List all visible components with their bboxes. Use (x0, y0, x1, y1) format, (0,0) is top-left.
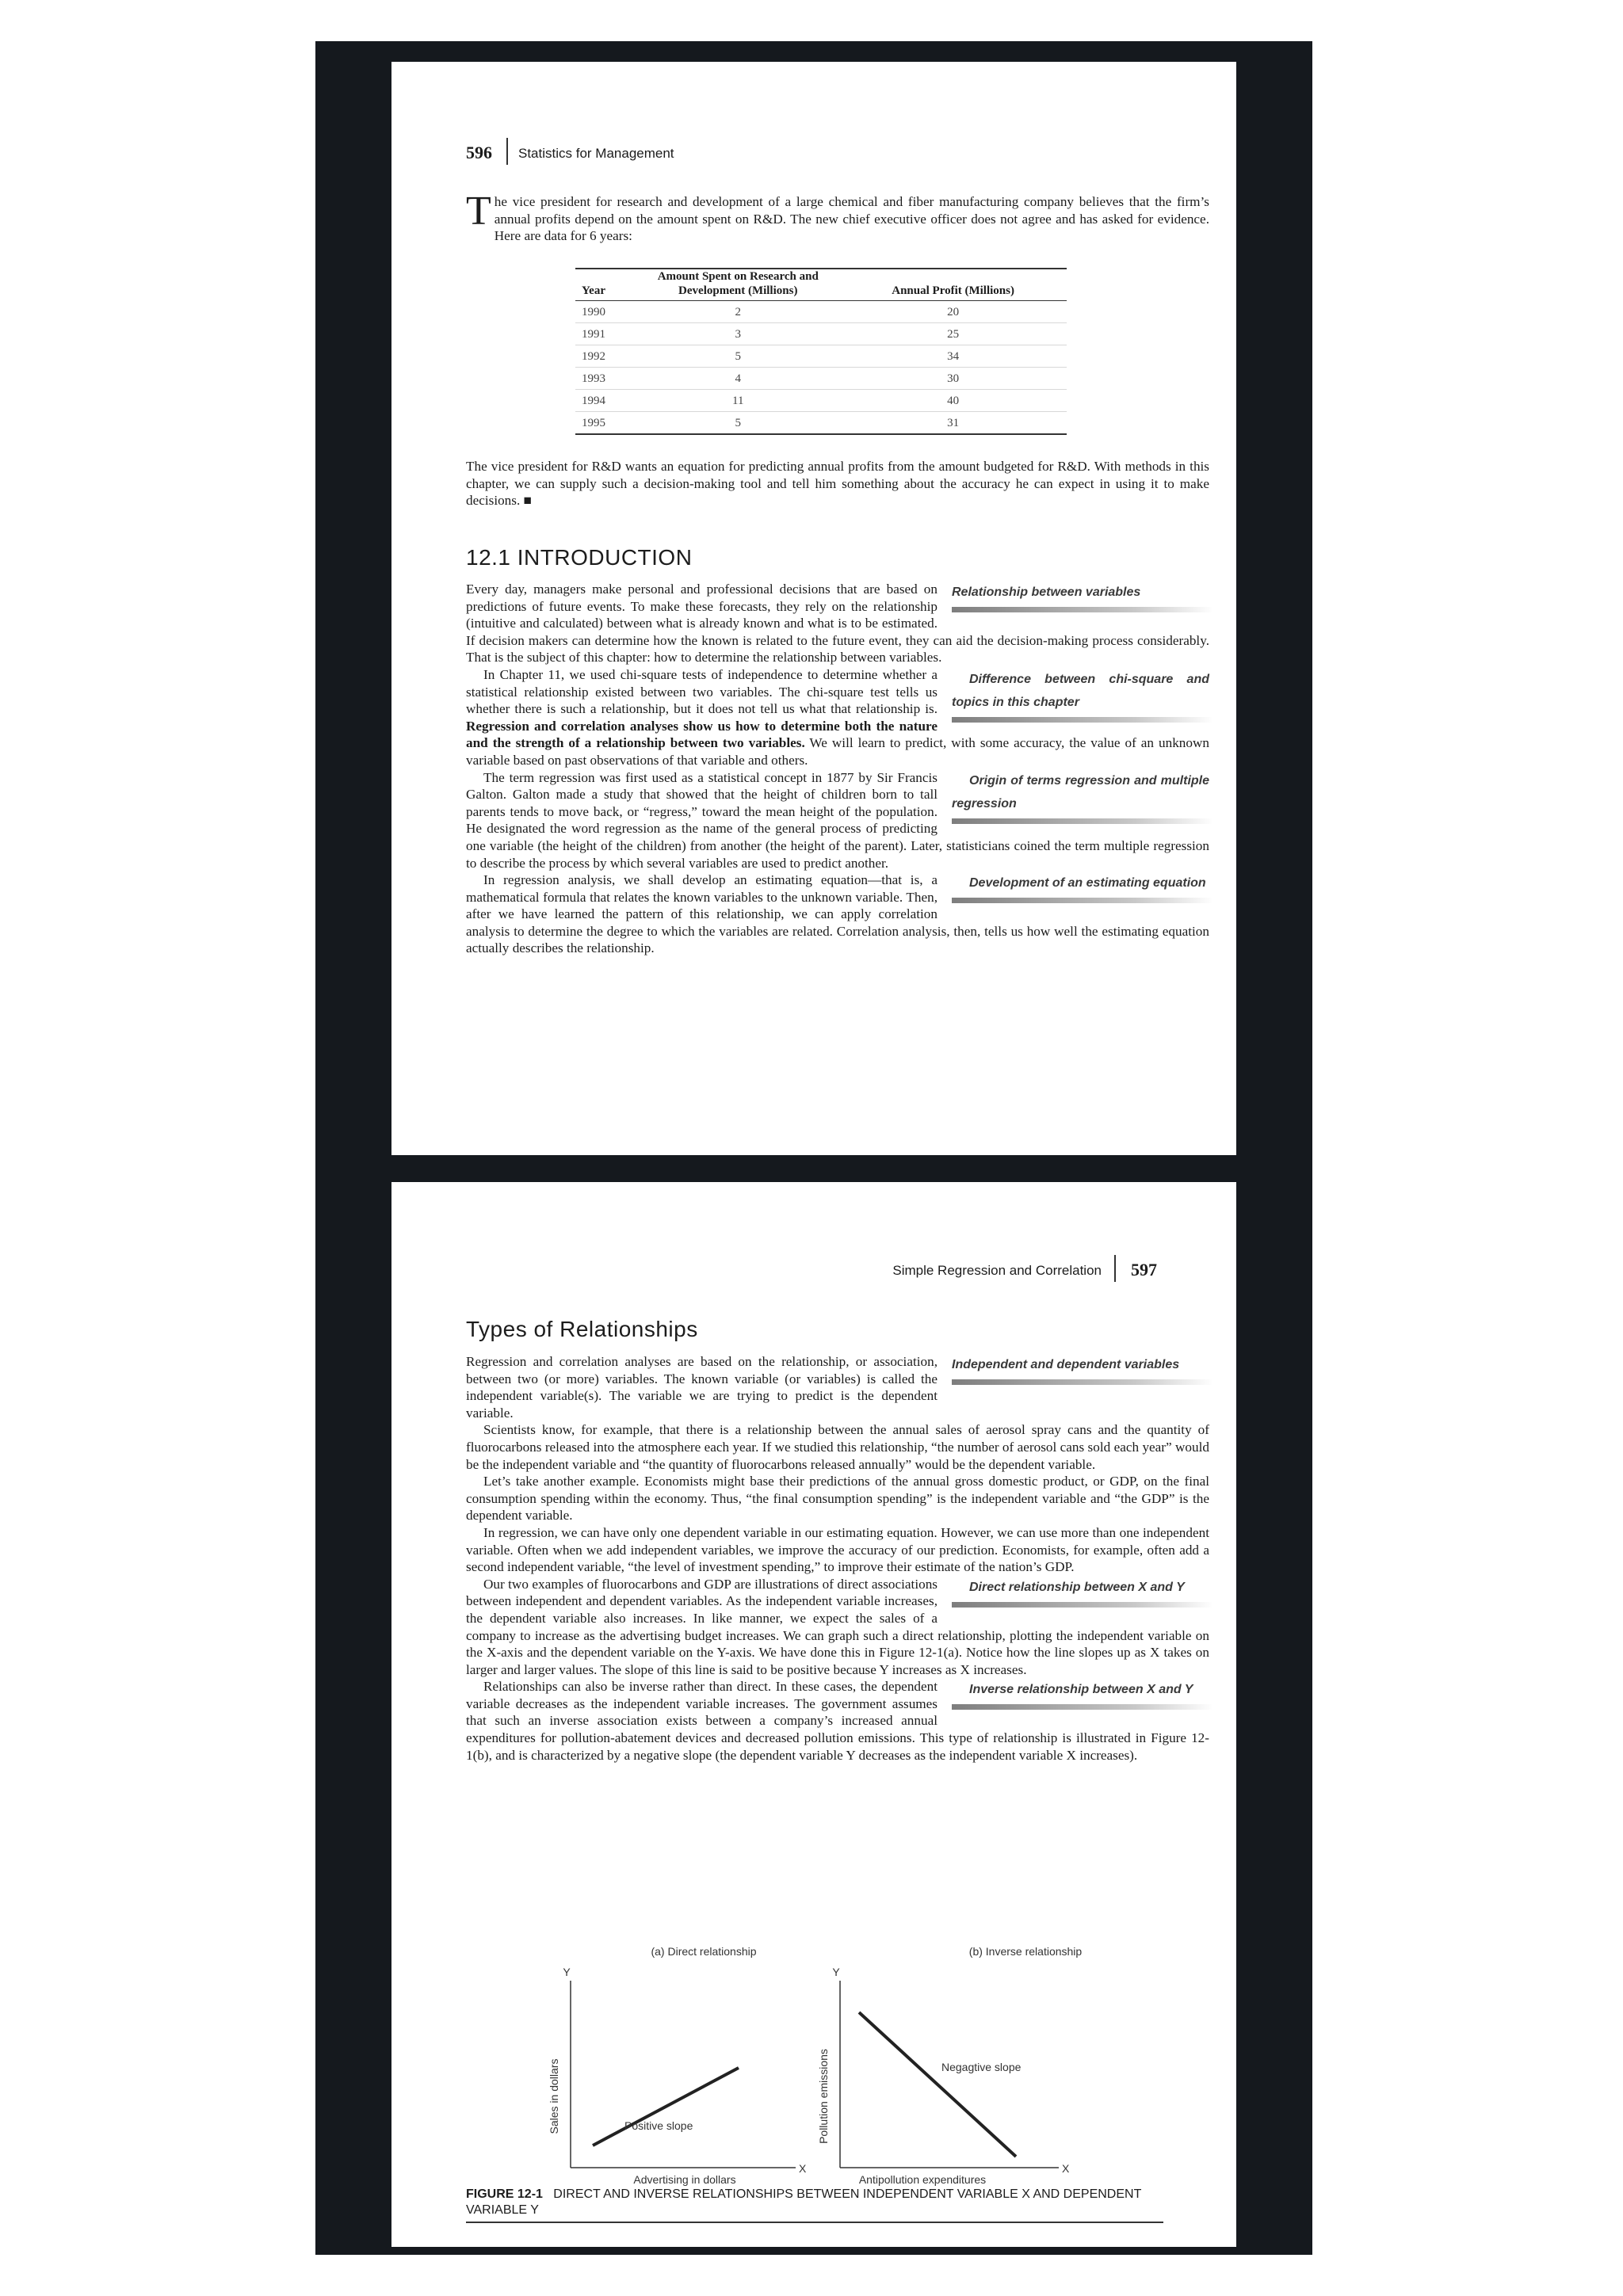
figure-b-title: (b) Inverse relationship (968, 1945, 1083, 1958)
section-title: 12.1 INTRODUCTION (466, 545, 693, 570)
intro-paragraph: The vice president for research and development of a large chemical and fiber manufacturing company believes that the firm’s annual profits depend on the amount spent on R&D. The new chief executive officer does not agree and has asked for evidence. Here are data for 6 years: (466, 189, 1209, 244)
rd-profit-table (575, 268, 1067, 435)
book-page-596 (391, 62, 1236, 1155)
table-row: 1993 4 30 (575, 368, 1067, 390)
figure-12-1 (466, 1941, 1211, 2203)
margin-note: Development of an estimating equation (952, 871, 1209, 903)
negative-slope-line (859, 2012, 1016, 2157)
margin-note: Origin of terms regression and multiple regression (952, 769, 1209, 824)
margin-note: Difference between chi-square and topics in this chapter (952, 668, 1209, 723)
figure-a-title: (a) Direct relationship (651, 1945, 757, 1958)
margin-note: Independent and dependent variables (952, 1353, 1209, 1385)
axis-y-label: Y (832, 1966, 840, 1978)
antipollution-axis-title: Antipollution expenditures (858, 2173, 987, 2186)
pollution-axis-title: Pollution emissions (817, 2049, 830, 2144)
page-header (466, 143, 492, 163)
table-row: 1990 2 20 (575, 301, 1067, 323)
margin-note: Inverse relationship between X and Y (952, 1678, 1209, 1710)
axis-x-label: X (1062, 2162, 1070, 2175)
introduction-body: Relationship between variables Every day, managers make personal and professional decisions that are based on predictions of future events. To make these forecasts, they rely on the relationship (intuitive and calculated) between what is already known and what is to be estimated. If decision makers can determine how the known is related to the future event, they can aid the decision-making process considerably. That is the subject of this chapter: how to determine the relationship between variables. Difference between chi-square and topics in this chapter In Chapter 11, we used chi-square tests of independence to determine whether a statistical relationship existed between two variables. The chi-square test tells us whether there is such a relationship, but it does not tell us what that relationship is. Regression and correlation analyses show us how to determine both the nature and the strength of a relationship between two variables. We will learn to predict, with some accuracy, the value of an unknown variable based on past observations of that variable and others. Origin of terms regression and multiple regression The term regression was first used as a statistical concept in 1877 by Sir Francis Galton. Galton made a study that showed that the height of children born to tall parents tends to move back, or “regress,” toward the mean height of the population. He designated the word regression as the name of the general process of predicting one variable (the height of the children) from another (the height of the parent). Later, statisticians coined the term multiple regression to describe the process by which several variables are used to predict another. Development of an estimating equation In regression analysis, we shall develop an estimating equation—that is, a mathematical formula that relates the known variables to the unknown variable. Then, after we have learned the pattern of this relationship, we can apply correlation analysis to determine the degree to which the variables are related. Correlation analysis, then, tells us how well the estimating equation actually describes the relationship. (466, 581, 1209, 957)
header-divider (1114, 1255, 1116, 1282)
table-row: 1995 5 31 (575, 412, 1067, 435)
caption-rule (466, 2222, 1163, 2223)
running-head: Simple Regression and Correlation (892, 1263, 1102, 1278)
table-header: Amount Spent on Research and Development (Millions) (636, 269, 839, 301)
relationships-body: Independent and dependent variables Regression and correlation analyses are based on the relationship, or association, between two (or more) variables. The known variable (or variables) is called the independent variable(s). The variable we are trying to predict is the dependent variable. Scientists know, for example, that there is a relationship between the annual sales of aerosol spray cans and the quantity of fluorocarbons released into the atmosphere each year. If we studied this relationship, “the number of aerosol cans sold each year” would be the independent variable and “the quantity of fluorocarbons released annually” would be the dependent variable. Let’s take another example. Economists might base their predictions of the annual gross domestic product, or GDP, on the final consumption spending within the economy. Thus, “the final consumption spending” is the independent variable and “the GDP” is the dependent variable. In regression, we can have only one dependent variable in our estimating equation. However, we can use more than one independent variable. Often when we add independent variables, we improve the accuracy of our prediction. Economists, for example, often add a second independent variable, “the level of investment spending,” to improve their estimate of the nation’s GDP. Direct relationship between X and Y Our two examples of fluorocarbons and GDP are illustrations of direct associations between independent and dependent variables. As the independent variable increases, the dependent variable also increases. In like manner, we expect the sales of a company to increase as the advertising budget increases. We can graph such a direct relationship, plotting the independent variable on the X-axis and the dependent variable on the Y-axis. We have done this in Figure 12-1(a). Notice how the line slopes up as X takes on larger and larger values. The slope of this line is said to be positive because Y increases as X increases. Inverse relationship between X and Y Relationships can also be inverse rather than direct. In these cases, the dependent variable decreases as the independent variable increases. The government assumes that such an inverse association exists between a company’s increased annual expenditures for pollution-abatement devices and decreased pollution emissions. This type of relationship is illustrated in Figure 12-1(b), and is characterized by a negative slope (the dependent variable Y decreases as the independent variable X increases). (466, 1353, 1209, 1764)
table-row: 1991 3 25 (575, 323, 1067, 345)
table-row: 1992 5 34 (575, 345, 1067, 368)
page-number: 597 (1131, 1260, 1157, 1280)
drop-cap: T (466, 189, 491, 234)
header-divider (506, 138, 508, 165)
book-page-597 (391, 1182, 1236, 2247)
table-row: 1994 11 40 (575, 390, 1067, 412)
margin-note: Relationship between variables (952, 581, 1209, 612)
page-header (1131, 1260, 1157, 1280)
advertising-axis-title: Advertising in dollars (633, 2173, 736, 2186)
positive-slope-line (593, 2068, 739, 2145)
axis-x-label: X (799, 2162, 807, 2175)
negative-slope-label: Negagtive slope (941, 2061, 1022, 2073)
axis-y-label: Y (563, 1966, 571, 1978)
running-head: Statistics for Management (518, 146, 674, 161)
section-title: Types of Relationships (466, 1317, 698, 1341)
margin-note: Direct relationship between X and Y (952, 1576, 1209, 1608)
table-header: Annual Profit (Millions) (839, 269, 1067, 301)
table-header: Year (575, 269, 636, 301)
page-number: 596 (466, 143, 492, 162)
sales-axis-title: Sales in dollars (548, 2058, 560, 2134)
after-table-paragraph: The vice president for R&D wants an equation for predicting annual profits from the amount budgeted for R&D. With methods in this chapter, we can supply such a decision-making tool and tell him something about the accuracy he can expect in using it to make decisions. ■ (466, 459, 1209, 509)
positive-slope-label: Positive slope (624, 2119, 693, 2132)
figure-caption: FIGURE 12-1 DIRECT AND INVERSE RELATIONSHIPS BETWEEN INDEPENDENT VARIABLE X AND DEPENDENT VARIABLE Y (466, 2187, 1142, 2217)
